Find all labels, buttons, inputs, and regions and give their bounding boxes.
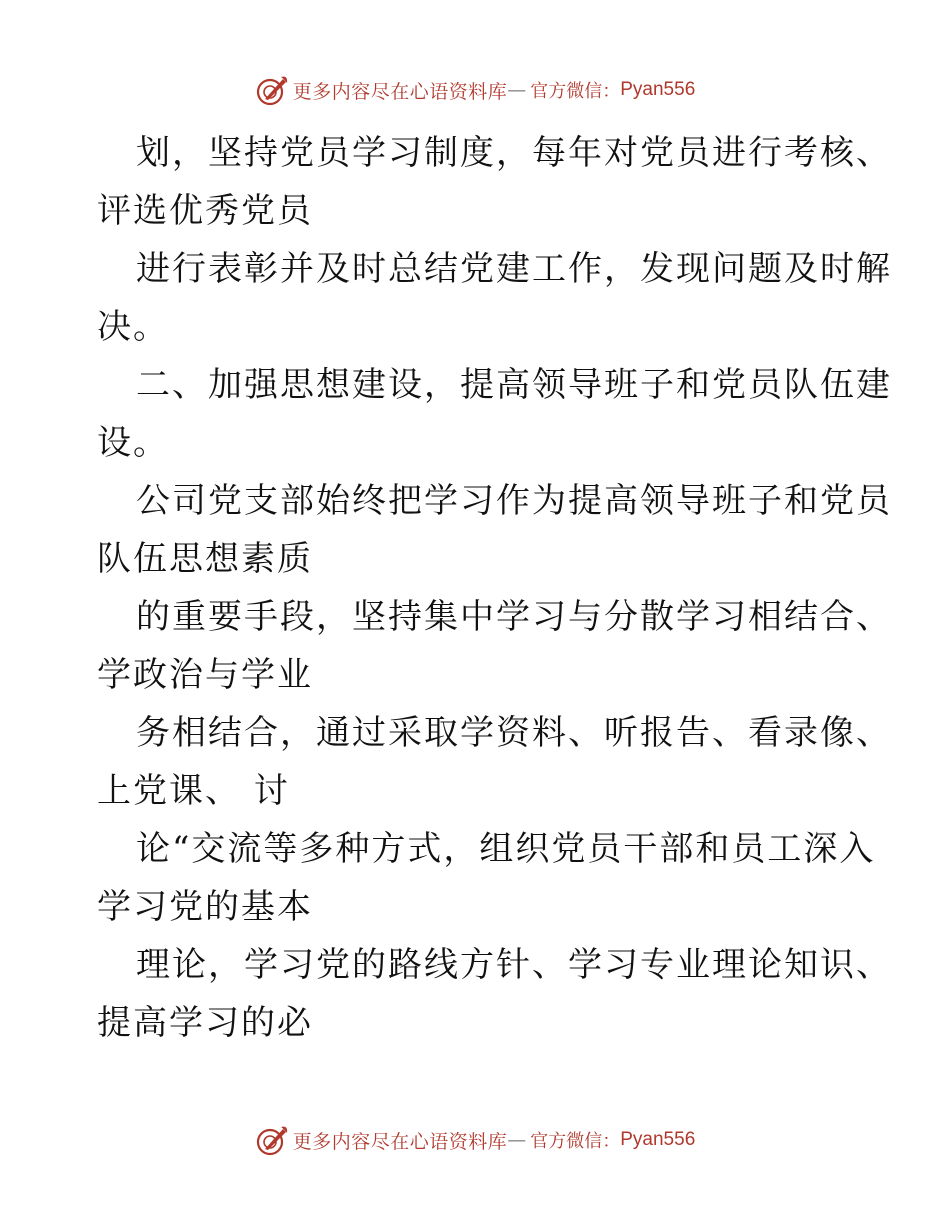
body-line: 公司党支部始终把学习作为提高领导班子和党员 [136,481,892,521]
body-line: 进行表彰并及时总结党建工作，发现问题及时解 [136,249,892,289]
body-line: 决。 [97,307,169,347]
header-banner [0,70,950,110]
body-line: 提高学习的必 [97,1003,313,1043]
body-line: 的重要手段，坚持集中学习与分散学习相结合、 [136,597,892,637]
header-separator: — [507,79,527,101]
body-line: 学政治与学业 [97,655,313,695]
footer-brand-text: 更多内容尽在心语资料库 [292,1130,508,1153]
body-line: 划，坚持党员学习制度，每年对党员进行考核、 [136,133,892,173]
footer-separator: — [507,1129,527,1151]
header-wechat-id: Pyan556 [620,79,696,100]
quill-pen-circle-icon [255,73,289,107]
body-line: 上党课、 讨 [97,771,290,811]
footer-wechat-label: 官方微信： [530,1131,621,1152]
body-line: 队伍思想素质 [97,539,313,579]
body-line: 务相结合，通过采取学资料、听报告、看录像、 [136,713,892,753]
body-line: 论“交流等多种方式，组织党员干部和员工深入 [136,829,876,869]
footer-wechat-id: Pyan556 [620,1129,696,1150]
footer-banner [0,1120,950,1160]
quill-pen-circle-icon [255,1123,289,1157]
section-heading-line: 设。 [97,423,169,463]
header-wechat-label: 官方微信： [530,81,621,102]
body-line: 学习党的基本 [97,887,313,927]
header-brand-text: 更多内容尽在心语资料库 [292,80,508,103]
body-line: 理论，学习党的路线方针、学习专业理论知识、 [136,945,892,985]
document-body [97,124,892,1052]
section-heading-line: 二、加强思想建设，提高领导班子和党员队伍建 [136,365,892,405]
body-line: 评选优秀党员 [97,191,313,231]
